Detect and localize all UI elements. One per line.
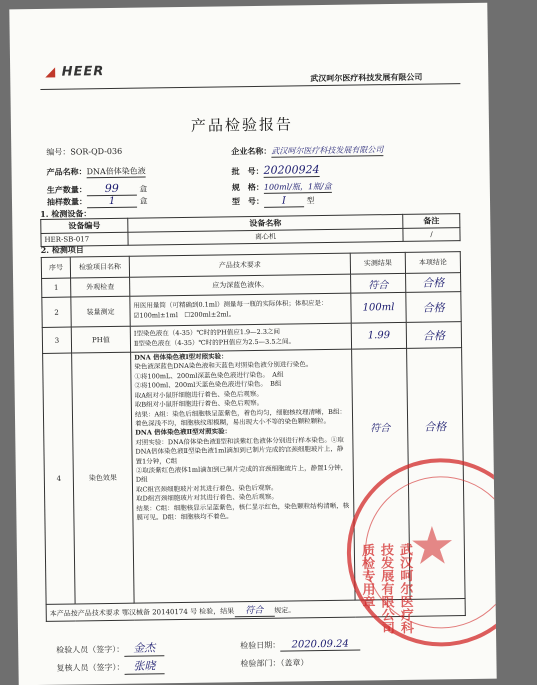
col-req: 产品技术要求 — [129, 253, 350, 277]
equipment-no: HER-SB-017 — [41, 232, 128, 246]
spec-field: 规 格：100ml/瓶，1瓶/盒 — [231, 181, 332, 193]
batch-field: 批 号：20200924 — [231, 163, 320, 177]
col-name: 检验项目名称 — [70, 256, 129, 278]
row-result: 100ml — [351, 292, 406, 323]
equipment-col-name: 设备名称 — [128, 214, 403, 232]
equipment-table — [40, 213, 460, 247]
row-no: 4 — [43, 353, 76, 604]
req-line: DNA 倍体染色液Ⅰ型对照实验： — [134, 352, 228, 362]
footer-note: 本产品按产品技术要求 鄂汉械备 20140174 号 检验，结果 符合 规定。 — [46, 599, 465, 622]
product-field: 产品名称：DNA倍体染色液 — [46, 166, 146, 177]
req-line: ②将100ml、200ml天蓝色染色液进行染色。 B组 — [134, 379, 282, 390]
equipment-name: 离心机 — [128, 228, 403, 245]
row-no: 3 — [42, 327, 71, 353]
section-equipment-heading: 1. 检测设备： — [40, 208, 92, 219]
star-icon: ★ — [408, 516, 456, 577]
req-line: 取C组宫颈细胞玻片对其进行着色、染色后观察。 — [135, 483, 278, 494]
req-line: ②取淡紫红色液体1ml滴加到已制片完成的宫颈细胞玻片上，静置1分钟，D组 — [135, 463, 348, 485]
stamp-text: 武汉呵尔医疗科技发展有限公司 质检专用章 — [358, 542, 414, 635]
doc-number: 编号：SOR-QD-036 — [46, 146, 123, 157]
inspector-field: 检验人员（签字）： 金杰 — [56, 639, 164, 658]
row-conclusion: 合格 — [406, 322, 461, 349]
req-line: ①将100mL、200ml深蓝色染色液进行染色。 A组 — [134, 370, 284, 381]
row-conclusion: 合格 — [406, 273, 461, 293]
sample-field: 抽样数量： 1 盒 — [46, 195, 148, 207]
req-line: 取D组宫颈细胞玻片对其进行着色、染色后观察。 — [136, 492, 278, 503]
report-title: 产品检验报告 — [190, 115, 294, 135]
model-field: 型 号： Ⅰ 型 — [231, 195, 315, 207]
company-field: 企业名称：武汉呵尔医疗科技发展有限公司 — [231, 145, 384, 157]
company-logo: ◢ HEER — [45, 64, 105, 80]
row-result: 1.99 — [351, 322, 406, 349]
equipment-note: / — [403, 228, 460, 242]
section-items-heading: 2. 检测项目 — [40, 244, 84, 255]
col-conclusion: 本项结论 — [405, 252, 460, 274]
row-result: 符合 — [351, 273, 406, 293]
req-line: 取A组对小鼠肝细胞进行着色、染色后观察。 — [134, 389, 263, 400]
row-req: 用医用量筒（可精确到0.1ml）测量每一瓶的实际体积；体积应是：☑100ml±1ml ☐200ml±2ml。 — [130, 293, 351, 326]
row-conclusion: 合格 — [406, 292, 461, 323]
header-divider — [40, 83, 460, 90]
row-conclusion: 合格 — [407, 348, 465, 600]
row-req: 应为深蓝色液体。 — [130, 274, 351, 296]
row-req: Ⅰ型染色液在（4-35）℃时的PH值应1.9—2.3之间 Ⅱ型染色液在（4-35）℃时的PH值应为2.5—3.5之间。 — [130, 323, 351, 352]
row-name: PH值 — [71, 326, 130, 353]
req-line: 结果：A组：染色后细胞核呈蓝紫色，着色均匀，细胞核纹理清晰，B组：着色深浅不均，细胞核纹理模糊，易出现大小不等的染色颗粒颗粒。 — [134, 407, 346, 428]
row-name: 装量测定 — [71, 296, 130, 327]
quantity-field: 生产数量： 99 盒 — [46, 181, 148, 196]
req-line: 染色液深蓝色DNA染色液和天蓝色对照染色液分别进行染色。 — [134, 360, 313, 372]
row-no: 2 — [42, 297, 71, 327]
report-page — [9, 3, 496, 685]
row-no: 1 — [42, 278, 71, 297]
row-name: 染色效果 — [72, 352, 134, 604]
row-req-staining — [131, 349, 355, 603]
row-result: 符合 — [352, 348, 410, 600]
row-name: 外观检查 — [71, 277, 130, 297]
req-line: 对照实验：DNA倍体染色液Ⅱ型和淡紫红色液体分别进行样本染色。①取DNA倍体染色液Ⅱ型染色液1ml滴加到已制片完成的宫颈细胞玻片上，静置1分钟，C组 — [135, 435, 344, 466]
req-line: 取B组对小鼠肝细胞进行着色、染色后观察。 — [134, 398, 264, 409]
inspection-dept-field: 检验部门：（盖章） — [240, 658, 309, 669]
inspection-date-field: 检验日期： 2020.09.24 — [240, 639, 360, 653]
reviewer-field: 复核人员（签字）： 张晓 — [56, 657, 164, 676]
col-result: 实测结果 — [350, 252, 405, 274]
header-company-name: 武汉呵尔医疗科技发展有限公司 — [310, 72, 423, 84]
req-line: DNA 倍体染色液Ⅱ型对照实验： — [135, 427, 232, 438]
req-line: 结果：C组：细胞核显示呈蓝紫色，核仁显示红色，染色颗粒结构清晰，核膜可见。D组：细胞核均不着色。 — [136, 501, 350, 522]
equipment-col-no: 设备编号 — [41, 218, 128, 233]
equipment-col-note: 备注 — [403, 214, 460, 229]
col-no: 序号 — [41, 257, 70, 278]
